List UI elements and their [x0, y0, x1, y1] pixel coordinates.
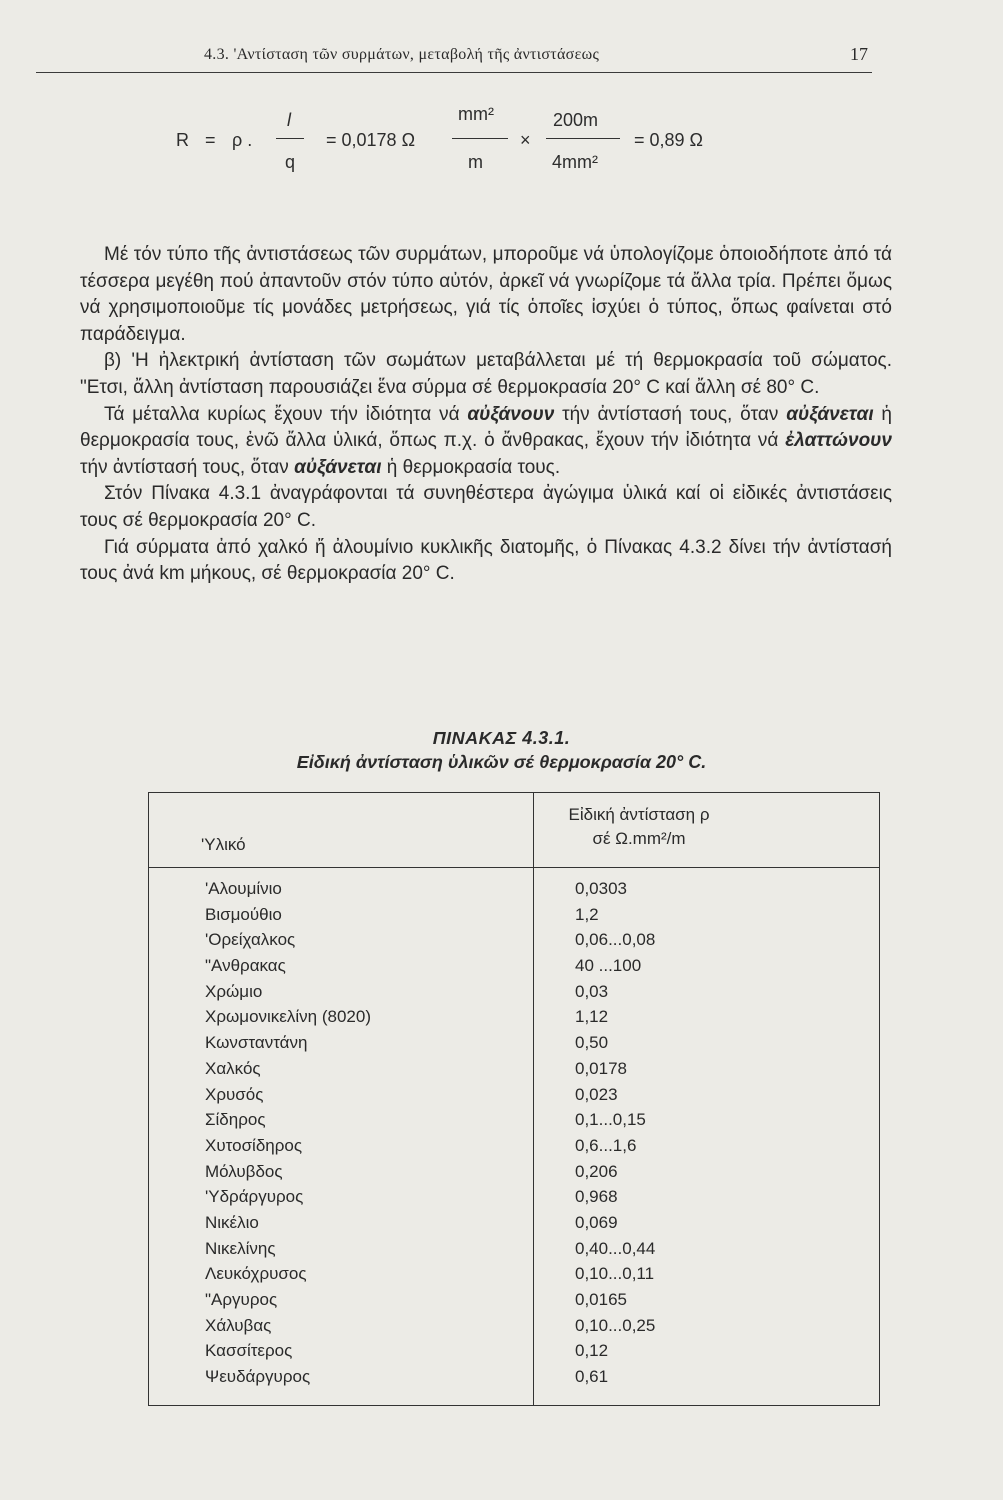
table-row: [149, 1316, 879, 1342]
emphasis-increases: αὐξάνεται: [786, 403, 874, 425]
formula-area: 4mm²: [552, 152, 598, 172]
formula-r: R: [176, 130, 189, 150]
resistance-formula: [0, 104, 1003, 204]
material-name: Κωνσταντάνη: [205, 1033, 308, 1053]
material-name: 'Ορείχαλκος: [205, 930, 296, 950]
paragraph-3: [80, 402, 892, 482]
table-row: [149, 1341, 879, 1367]
table-row: [149, 1059, 879, 1085]
text-run: τήν ἀντίστασή τους, ὅταν: [80, 456, 295, 478]
table-row: [149, 1085, 879, 1111]
resistivity-value: 0,06...0,08: [575, 930, 656, 950]
emphasis-increase: αὐξάνουν: [467, 403, 555, 425]
resistivity-value: 0,0303: [575, 879, 627, 898]
formula-times: ×: [520, 130, 531, 150]
material-name: Χαλκός: [205, 1058, 261, 1078]
table-row: [149, 982, 879, 1008]
resistivity-value: 0,10...0,11: [575, 1264, 655, 1284]
page-number: 17: [850, 44, 868, 64]
material-name: Νικελίνης: [205, 1238, 276, 1258]
table-row: [149, 1110, 879, 1136]
formula-rho: ρ .: [232, 130, 253, 150]
material-name: Χάλυβας: [205, 1315, 272, 1335]
text-run: ἡ θερμοκρασία τους.: [381, 456, 561, 478]
emphasis-decrease: ἐλαττώνουν: [785, 430, 892, 452]
table-row: [149, 1264, 879, 1290]
material-name: 'Υδράργυρος: [205, 1187, 304, 1207]
material-name: Χρυσός: [205, 1084, 264, 1104]
body-text: [80, 242, 892, 588]
paragraph-5: Γιά σύρματα ἀπό χαλκό ἤ ἀλουμίνιο κυκλικῆς διατομῆς, ὁ Πίνακας 4.3.2 δίνει τήν ἀντίστασή τους ἀνά km μήκους, σέ θερμοκρασία 20° C.: [80, 536, 892, 585]
resistivity-value: 0,6...1,6: [575, 1135, 637, 1155]
resistivity-value: 0,1...0,15: [575, 1110, 646, 1130]
text-run: τήν ἀντίστασή τους, ὅταν: [554, 403, 787, 425]
table-caption: Εἰδική ἀντίσταση ὑλικῶν σέ θερμοκρασία 20° C.: [296, 752, 707, 772]
table-row: [149, 1162, 879, 1188]
formula-eq1: =: [205, 130, 216, 150]
text-run: ἡ θερμοκρασία τους, ἐνῶ ἄλλα ὑλικά, ὅπως π.χ. ὁ ἄνθρακας, ἔχουν τήν ἰδιότητα νά: [80, 403, 892, 452]
fraction-bar-2: [452, 138, 508, 139]
resistivity-table: [148, 792, 880, 1406]
header-resistivity: Εἰδική ἀντίσταση ρ: [568, 805, 710, 824]
paragraph-1: Μέ τόν τύπο τῆς ἀντιστάσεως τῶν συρμάτων, μποροῦμε νά ὑπολογίζομε ὁποιοδήποτε ἀπό τά τέσσερα μεγέθη πού ἀπαντοῦν στόν τύπο αὐτόν, ἀρκεῖ νά γνωρίζομε τά ἄλλα τρία. Πρέπει ὅμως νά χρησιμοποιοῦμε τίς μονάδες μετρήσεως, γιά τίς ὁποῖες ἰσχύει ὁ τύπος, ὅπως φαίνεται στό παράδειγμα.: [80, 244, 892, 345]
formula-q: q: [285, 152, 296, 172]
resistivity-value: 0,12: [575, 1341, 609, 1361]
resistivity-value: 0,61: [575, 1367, 609, 1387]
page-header: [36, 42, 872, 73]
material-name: Χρώμιο: [205, 981, 263, 1001]
material-name: Νικέλιο: [205, 1212, 259, 1232]
formula-length: 200m: [553, 110, 599, 130]
table-row: [149, 879, 879, 905]
material-name: Μόλυβδος: [205, 1161, 283, 1181]
material-name: Ψευδάργυρος: [205, 1367, 311, 1387]
material-name: Χυτοσίδηρος: [205, 1135, 303, 1155]
resistivity-value: 0,206: [575, 1161, 618, 1181]
material-name: Λευκόχρυσος: [205, 1264, 307, 1284]
material-name: Σίδηρος: [205, 1110, 266, 1130]
resistivity-value: 0,069: [575, 1212, 618, 1232]
formula-result: = 0,89 Ω: [634, 130, 704, 150]
paragraph-2: β) 'Η ἠλεκτρική ἀντίσταση τῶν σωμάτων μεταβάλλεται μέ τή θερμοκρασία τοῦ σώματος. "Ετσι, ἄλλη ἀντίσταση παρουσιάζει ἕνα σύρμα σέ θερμοκρασία 20° C καί ἄλλη σέ 80° C.: [80, 350, 892, 398]
table-row: [149, 930, 879, 956]
text-run: Τά μέταλλα κυρίως ἔχουν τήν ἰδιότητα νά: [104, 403, 468, 425]
resistivity-value: 0,40...0,44: [575, 1238, 656, 1258]
table-row: [149, 1187, 879, 1213]
resistivity-value: 0,03: [575, 981, 609, 1001]
fraction-bar-3: [546, 138, 620, 139]
resistivity-value: 0,0178: [575, 1058, 627, 1078]
material-name: "Αργυρος: [205, 1290, 278, 1309]
formula-eq2: = 0,0178 Ω: [326, 130, 416, 150]
resistivity-value: 1,2: [575, 904, 599, 924]
table-header-divider: [149, 867, 879, 868]
table-row: [149, 1033, 879, 1059]
header-unit: σέ Ω.mm²/m: [592, 829, 686, 848]
header-material: 'Υλικό: [201, 835, 246, 854]
table-row: [149, 1367, 879, 1393]
formula-mm2: mm²: [458, 104, 494, 124]
table-row: [149, 905, 879, 931]
material-name: Χρωμονικελίνη (8020): [205, 1007, 371, 1027]
material-name: 'Αλουμίνιο: [205, 879, 282, 898]
material-name: Κασσίτερος: [205, 1341, 293, 1361]
running-title: 4.3. 'Αντίσταση τῶν συρμάτων, μεταβολή τῆς ἀντιστάσεως: [204, 46, 600, 63]
resistivity-value: 0,023: [575, 1084, 618, 1104]
resistivity-value: 40 ...100: [575, 956, 642, 976]
emphasis-increases-2: αὐξάνεται: [294, 456, 382, 478]
table-row: [149, 1213, 879, 1239]
table-row: [149, 1007, 879, 1033]
resistivity-value: 0,10...0,25: [575, 1315, 656, 1335]
resistivity-value: 0,0165: [575, 1290, 627, 1309]
table-row: [149, 1290, 879, 1316]
paragraph-4: Στόν Πίνακα 4.3.1 ἀναγράφονται τά συνηθέστερα ἀγώγιμα ὑλικά καί οἱ εἰδικές ἀντιστάσεις τους σέ θερμοκρασία 20° C.: [80, 483, 892, 531]
formula-m: m: [468, 152, 483, 172]
formula-l: l: [287, 110, 291, 130]
material-name: Βισμούθιο: [205, 904, 282, 924]
table-body: [149, 879, 879, 1393]
table-row: [149, 1239, 879, 1265]
resistivity-value: 0,968: [575, 1187, 618, 1207]
fraction-bar-1: [276, 138, 304, 139]
table-row: [149, 956, 879, 982]
material-name: "Ανθρακας: [205, 956, 286, 976]
resistivity-value: 1,12: [575, 1007, 609, 1027]
resistivity-value: 0,50: [575, 1033, 609, 1053]
table-row: [149, 1136, 879, 1162]
table-label: ΠΙΝΑΚΑΣ 4.3.1.: [432, 728, 571, 748]
